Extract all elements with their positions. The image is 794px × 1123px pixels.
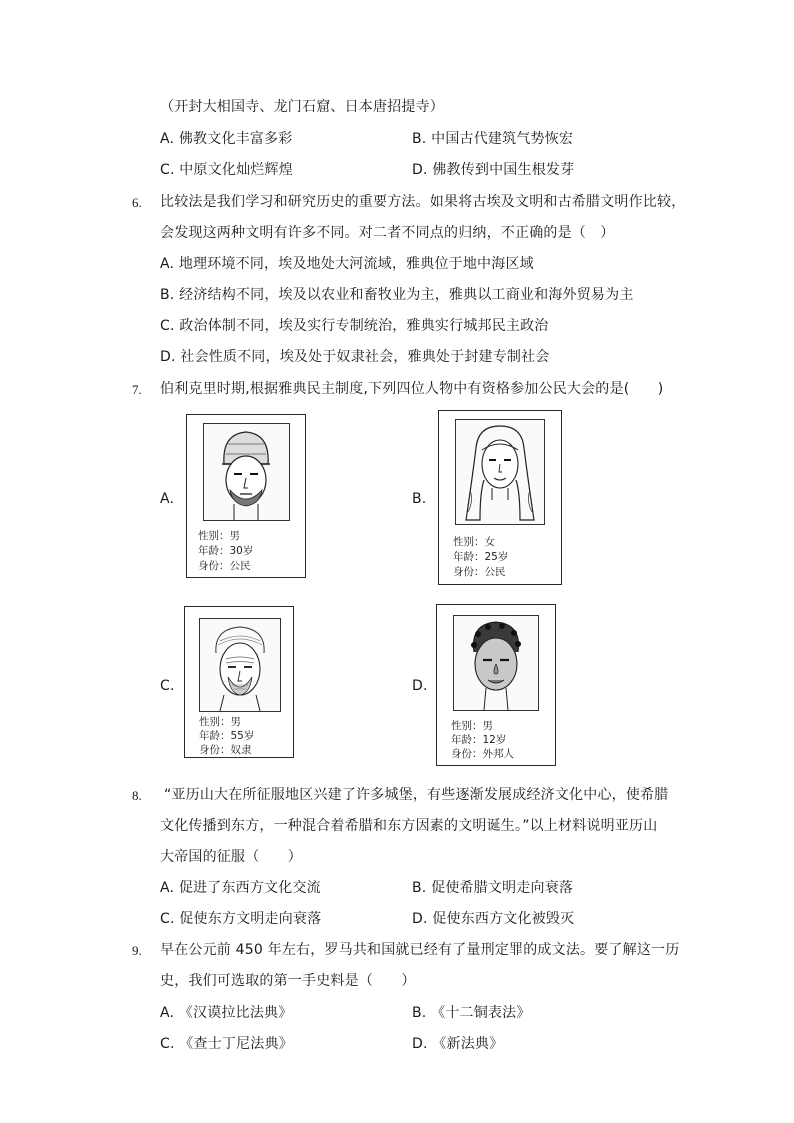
option-letter: A. bbox=[160, 880, 175, 896]
status-value: 外邦人 bbox=[482, 748, 514, 760]
option-text: 中原文化灿烂辉煌 bbox=[179, 162, 293, 178]
gender-value: 男 bbox=[230, 716, 241, 728]
q5-option-d[interactable] bbox=[412, 161, 574, 179]
q7-option-c-letter[interactable]: C. bbox=[160, 678, 175, 694]
age-label: 年龄： bbox=[453, 551, 485, 563]
option-letter: D. bbox=[412, 162, 428, 178]
age-value: 30岁 bbox=[229, 545, 254, 557]
option-text: 促使东西方文化被毁灭 bbox=[432, 911, 575, 927]
option-text: 政治体制不同，埃及实行专制统治，雅典实行城邦民主政治 bbox=[179, 318, 549, 334]
status-row bbox=[199, 743, 252, 757]
gender-row bbox=[453, 535, 495, 549]
q6-option-a[interactable] bbox=[160, 255, 534, 273]
q9-number: 9. bbox=[132, 943, 142, 958]
q9-option-d[interactable] bbox=[412, 1035, 503, 1053]
old-man-portrait-icon bbox=[200, 619, 280, 711]
age-label: 年龄： bbox=[198, 545, 230, 557]
status-label: 身份： bbox=[451, 748, 483, 760]
option-text: 促使希腊文明走向衰落 bbox=[431, 880, 574, 896]
option-letter: B. bbox=[412, 131, 427, 147]
status-value: 公民 bbox=[229, 560, 251, 572]
q5-option-b[interactable] bbox=[412, 130, 573, 148]
portrait-old-man bbox=[199, 618, 281, 712]
age-value: 55岁 bbox=[230, 730, 255, 742]
q7-stem: 伯利克里时期,根据雅典民主制度,下列四位人物中有资格参加公民大会的是( ) bbox=[160, 381, 664, 397]
option-letter: C. bbox=[160, 911, 175, 927]
q7-card-a[interactable] bbox=[186, 414, 306, 578]
option-text: 《查士丁尼法典》 bbox=[179, 1036, 293, 1052]
option-text: 地理环境不同，埃及地处大河流域，雅典位于地中海区域 bbox=[178, 256, 534, 272]
q7-card-d[interactable] bbox=[436, 604, 556, 766]
status-label: 身份： bbox=[199, 744, 231, 756]
gender-value: 男 bbox=[229, 530, 240, 542]
option-letter: C. bbox=[160, 318, 175, 334]
age-label: 年龄： bbox=[199, 730, 231, 742]
status-row bbox=[198, 559, 251, 573]
option-text: 《新法典》 bbox=[432, 1036, 504, 1052]
option-letter: D. bbox=[412, 911, 428, 927]
q8-stem-line1: “亚历山大在所征服地区兴建了许多城堡，有些逐渐发展成经济文化中心，使希腊 bbox=[164, 787, 669, 803]
gender-row bbox=[199, 715, 241, 729]
option-letter: A. bbox=[160, 256, 175, 272]
option-letter: C. bbox=[160, 1036, 175, 1052]
age-value: 12岁 bbox=[482, 734, 507, 746]
option-text: 佛教传到中国生根发芽 bbox=[432, 162, 575, 178]
portrait-boy bbox=[453, 615, 539, 711]
gender-label: 性别： bbox=[451, 720, 483, 732]
option-letter: C. bbox=[160, 162, 175, 178]
q7-card-c[interactable] bbox=[184, 606, 294, 758]
q8-option-c[interactable] bbox=[160, 910, 321, 928]
age-row bbox=[453, 550, 508, 564]
q6-option-d[interactable] bbox=[160, 348, 550, 366]
age-row bbox=[451, 733, 506, 747]
option-letter: B. bbox=[160, 287, 175, 303]
q9-option-c[interactable] bbox=[160, 1035, 293, 1053]
q7-option-d-letter[interactable]: D. bbox=[412, 678, 428, 694]
option-letter: B. bbox=[412, 880, 427, 896]
q8-option-a[interactable] bbox=[160, 879, 321, 897]
option-text: 社会性质不同，埃及处于奴隶社会，雅典处于封建专制社会 bbox=[180, 349, 550, 365]
option-text: 经济结构不同，埃及以农业和畜牧业为主，雅典以工商业和海外贸易为主 bbox=[179, 287, 634, 303]
option-text: 佛教文化丰富多彩 bbox=[178, 131, 293, 147]
gender-label: 性别： bbox=[198, 530, 230, 542]
age-row bbox=[199, 729, 254, 743]
boy-portrait-icon bbox=[454, 616, 538, 710]
status-row bbox=[451, 747, 514, 761]
q7-card-b[interactable] bbox=[438, 410, 562, 585]
q7-option-a-letter[interactable]: A. bbox=[160, 491, 175, 507]
q5-option-a[interactable] bbox=[160, 130, 292, 148]
q7-number: 7. bbox=[132, 382, 142, 397]
gender-value: 男 bbox=[482, 720, 493, 732]
q6-option-b[interactable] bbox=[160, 286, 634, 304]
option-text: 促使东方文明走向衰落 bbox=[179, 911, 322, 927]
status-value: 奴隶 bbox=[230, 744, 252, 756]
gender-label: 性别： bbox=[453, 536, 485, 548]
q5-stem: （开封大相国寺、龙门石窟、日本唐招提寺） bbox=[160, 99, 444, 115]
woman-portrait-icon bbox=[456, 420, 544, 524]
age-row bbox=[198, 544, 253, 558]
q7-option-b-letter[interactable]: B. bbox=[412, 491, 427, 507]
option-letter: D. bbox=[160, 349, 176, 365]
q6-stem-line1: 比较法是我们学习和研究历史的重要方法。如果将古埃及文明和古希腊文明作比较， bbox=[160, 194, 686, 210]
option-text: 促进了东西方文化交流 bbox=[178, 880, 321, 896]
option-letter: B. bbox=[412, 1005, 427, 1021]
q9-option-b[interactable] bbox=[412, 1004, 531, 1022]
portrait-young-man-cap bbox=[203, 423, 290, 521]
q8-number: 8. bbox=[132, 788, 142, 803]
option-letter: A. bbox=[160, 131, 175, 147]
q5-option-c[interactable] bbox=[160, 161, 293, 179]
q6-option-c[interactable] bbox=[160, 317, 549, 335]
status-row bbox=[453, 565, 506, 579]
gender-row bbox=[451, 719, 493, 733]
option-letter: A. bbox=[160, 1005, 175, 1021]
q8-stem-line3: 大帝国的征服（ ） bbox=[160, 849, 302, 865]
q8-option-b[interactable] bbox=[412, 879, 573, 897]
q9-stem-line1: 早在公元前 450 年左右，罗马共和国就已经有了量刑定罪的成文法。要了解这一历 bbox=[160, 942, 680, 958]
option-text: 《汉谟拉比法典》 bbox=[178, 1005, 293, 1021]
portrait-young-woman bbox=[455, 419, 545, 525]
status-label: 身份： bbox=[198, 560, 230, 572]
age-value: 25岁 bbox=[484, 551, 509, 563]
gender-label: 性别： bbox=[199, 716, 231, 728]
gender-row bbox=[198, 529, 240, 543]
status-value: 公民 bbox=[484, 566, 506, 578]
q9-option-a[interactable] bbox=[160, 1004, 292, 1022]
man-with-cap-icon bbox=[204, 424, 289, 520]
option-letter: D. bbox=[412, 1036, 428, 1052]
q9-stem-line2: 史，我们可选取的第一手史料是（ ） bbox=[160, 973, 416, 989]
gender-value: 女 bbox=[484, 536, 495, 548]
age-label: 年龄： bbox=[451, 734, 483, 746]
option-text: 中国古代建筑气势恢宏 bbox=[431, 131, 574, 147]
option-text: 《十二铜表法》 bbox=[431, 1005, 531, 1021]
q6-number: 6. bbox=[132, 195, 142, 210]
q8-option-d[interactable] bbox=[412, 910, 574, 928]
q6-stem-line2: 会发现这两种文明有许多不同。对二者不同点的归纳，不正确的是（ ） bbox=[160, 225, 615, 241]
status-label: 身份： bbox=[453, 566, 485, 578]
q8-stem-line2: 文化传播到东方，一种混合着希腊和东方因素的文明诞生。”以上材料说明亚历山 bbox=[160, 818, 658, 834]
